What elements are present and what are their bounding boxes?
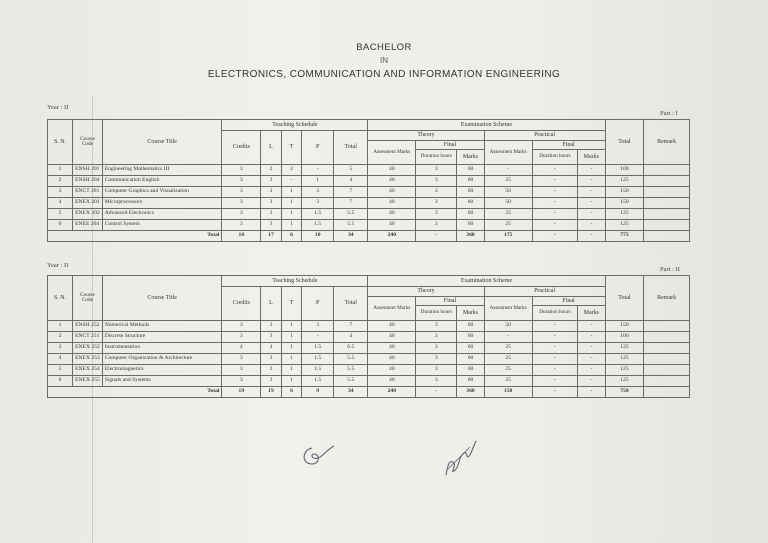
row-course-code: ENEX 255 — [73, 376, 103, 387]
row-pr-assess: 25 — [484, 209, 532, 220]
header-practical-duration: Duration hours — [532, 150, 578, 165]
header-theory-marks: Marks — [457, 306, 484, 321]
row-pr-dur: - — [532, 343, 578, 354]
total-row — [48, 387, 690, 398]
total-label: Total — [48, 387, 222, 398]
header-theory: Theory — [368, 287, 484, 297]
header-course-code: Course Code — [73, 120, 103, 165]
row-p: 1.5 — [302, 343, 334, 354]
year-label-part1: Year : II — [47, 104, 69, 111]
row-l: 2 — [261, 165, 282, 176]
row-credits: 4 — [222, 343, 261, 354]
row-pr-assess: 25 — [484, 376, 532, 387]
part-label-2: Part : II — [660, 266, 680, 273]
row-pr-assess: 25 — [484, 365, 532, 376]
row-credits: 3 — [222, 354, 261, 365]
total-total: 34 — [334, 387, 368, 398]
row-grand: 125 — [605, 209, 644, 220]
row-th-assess: 40 — [368, 187, 416, 198]
header-t: T — [281, 287, 302, 321]
total-pr-dur: - — [532, 231, 578, 242]
row-total: 5.5 — [334, 354, 368, 365]
header-p: P — [302, 131, 334, 165]
row-t: 1 — [281, 365, 302, 376]
header-sn: S. N. — [48, 120, 73, 165]
total-total: 34 — [334, 231, 368, 242]
row-course-code: ENSH 201 — [73, 165, 103, 176]
row-course-title: Computer Organization & Architecture — [102, 354, 222, 365]
row-pr-assess: 50 — [484, 321, 532, 332]
row-th-dur: 3 — [416, 343, 457, 354]
total-th-marks: 360 — [457, 387, 484, 398]
row-pr-dur: - — [532, 187, 578, 198]
row-credits: 3 — [222, 176, 261, 187]
row-pr-dur: - — [532, 321, 578, 332]
header-examination-scheme: Examination Scheme — [368, 276, 605, 287]
row-total: 5.5 — [334, 220, 368, 231]
row-l: 3 — [261, 365, 282, 376]
row-course-title: Discrete Structure — [102, 332, 222, 343]
row-credits: 3 — [222, 209, 261, 220]
header-theory-duration: Duration hours — [416, 306, 457, 321]
row-remark — [644, 376, 690, 387]
row-course-title: Signals and Systems — [102, 376, 222, 387]
table-row — [48, 343, 690, 354]
row-pr-assess: 25 — [484, 176, 532, 187]
schedule-table-part2 — [47, 275, 690, 398]
header-teaching-schedule: Teaching Schedule — [222, 120, 368, 131]
header-sn: S. N. — [48, 276, 73, 321]
row-sn: 1 — [48, 321, 73, 332]
header-theory-assessment: Assesment Marks — [368, 297, 416, 321]
row-course-code: ENEX 202 — [73, 209, 103, 220]
header-credits: Credits — [222, 287, 261, 321]
row-pr-marks: - — [578, 365, 605, 376]
row-th-assess: 40 — [368, 365, 416, 376]
row-th-assess: 40 — [368, 198, 416, 209]
row-course-code: ENEE 204 — [73, 220, 103, 231]
row-grand: 125 — [605, 354, 644, 365]
header-grand-total: Total — [605, 120, 644, 165]
table-row — [48, 187, 690, 198]
row-remark — [644, 176, 690, 187]
row-th-assess: 40 — [368, 343, 416, 354]
row-grand: 125 — [605, 220, 644, 231]
row-total: 5.5 — [334, 365, 368, 376]
row-t: 1 — [281, 354, 302, 365]
row-pr-marks: - — [578, 376, 605, 387]
row-total: 5 — [334, 165, 368, 176]
year-label-part2: Year : II — [47, 262, 69, 269]
total-grand: 750 — [605, 387, 644, 398]
row-pr-marks: - — [578, 198, 605, 209]
row-t: 1 — [281, 332, 302, 343]
row-t: 1 — [281, 220, 302, 231]
header-practical-final: Final — [532, 141, 605, 150]
total-p: 9 — [302, 387, 334, 398]
row-sn: 3 — [48, 187, 73, 198]
total-row — [48, 231, 690, 242]
row-course-code: ENEX 254 — [73, 365, 103, 376]
row-l: 3 — [261, 220, 282, 231]
table-row — [48, 365, 690, 376]
row-th-marks: 60 — [457, 365, 484, 376]
row-pr-assess: 50 — [484, 187, 532, 198]
row-credits: 3 — [222, 321, 261, 332]
table-row — [48, 176, 690, 187]
row-th-marks: 60 — [457, 176, 484, 187]
row-sn: 6 — [48, 376, 73, 387]
row-th-dur: 3 — [416, 376, 457, 387]
row-grand: 100 — [605, 332, 644, 343]
degree-heading: BACHELOR — [356, 42, 412, 53]
total-remark — [644, 231, 690, 242]
row-course-title: Advanced Electronics — [102, 209, 222, 220]
row-pr-assess: - — [484, 165, 532, 176]
table-row — [48, 321, 690, 332]
table-row — [48, 209, 690, 220]
row-th-marks: 60 — [457, 376, 484, 387]
table-row — [48, 376, 690, 387]
header-theory-assessment: Assesment Marks — [368, 141, 416, 165]
initials-mark — [298, 440, 340, 470]
total-remark — [644, 387, 690, 398]
row-grand: 125 — [605, 176, 644, 187]
row-th-dur: 3 — [416, 332, 457, 343]
header-practical-duration: Duration hours — [532, 306, 578, 321]
header-practical: Practical — [484, 131, 605, 141]
row-th-assess: 40 — [368, 220, 416, 231]
header-practical-marks: Marks — [578, 306, 605, 321]
row-course-code: ENCT 251 — [73, 332, 103, 343]
row-th-marks: 60 — [457, 332, 484, 343]
table-row — [48, 165, 690, 176]
total-pr-assess: 175 — [484, 231, 532, 242]
row-th-marks: 60 — [457, 187, 484, 198]
row-pr-marks: - — [578, 332, 605, 343]
row-remark — [644, 198, 690, 209]
row-th-dur: 3 — [416, 354, 457, 365]
total-l: 17 — [261, 231, 282, 242]
row-course-title: Computer Graphics and Visualization — [102, 187, 222, 198]
total-t: 6 — [281, 231, 302, 242]
row-sn: 4 — [48, 354, 73, 365]
row-l: 3 — [261, 354, 282, 365]
row-pr-marks: - — [578, 176, 605, 187]
row-pr-marks: - — [578, 220, 605, 231]
row-p: 1 — [302, 176, 334, 187]
row-course-title: Engineering Mathematics III — [102, 165, 222, 176]
table-row — [48, 332, 690, 343]
header-grand-total: Total — [605, 276, 644, 321]
row-th-dur: 3 — [416, 187, 457, 198]
row-pr-assess: 50 — [484, 198, 532, 209]
row-total: 5.5 — [334, 376, 368, 387]
row-th-dur: 3 — [416, 365, 457, 376]
row-sn: 3 — [48, 343, 73, 354]
row-grand: 150 — [605, 187, 644, 198]
row-pr-dur: - — [532, 354, 578, 365]
row-th-assess: 40 — [368, 354, 416, 365]
row-grand: 150 — [605, 198, 644, 209]
row-pr-assess: 25 — [484, 343, 532, 354]
total-th-dur: - — [416, 387, 457, 398]
header-course-title: Course Title — [102, 120, 222, 165]
row-l: 3 — [261, 209, 282, 220]
row-th-assess: 40 — [368, 176, 416, 187]
row-pr-dur: - — [532, 209, 578, 220]
row-sn: 4 — [48, 198, 73, 209]
header-course-title: Course Title — [102, 276, 222, 321]
row-l: 3 — [261, 321, 282, 332]
row-th-dur: 3 — [416, 198, 457, 209]
row-th-assess: 40 — [368, 321, 416, 332]
row-t: 1 — [281, 343, 302, 354]
row-th-assess: 40 — [368, 165, 416, 176]
row-pr-assess: - — [484, 332, 532, 343]
table-row — [48, 220, 690, 231]
row-th-assess: 40 — [368, 376, 416, 387]
row-course-title: Instrumentation — [102, 343, 222, 354]
header-l: L — [261, 287, 282, 321]
row-th-assess: 40 — [368, 332, 416, 343]
part-label-1: Part : I — [660, 110, 678, 117]
signature-mark — [440, 433, 480, 483]
row-pr-marks: - — [578, 321, 605, 332]
row-pr-dur: - — [532, 198, 578, 209]
row-total: 7 — [334, 187, 368, 198]
row-remark — [644, 209, 690, 220]
row-remark — [644, 187, 690, 198]
row-sn: 5 — [48, 209, 73, 220]
row-remark — [644, 332, 690, 343]
row-l: 4 — [261, 343, 282, 354]
row-p: - — [302, 332, 334, 343]
row-course-title: Control System — [102, 220, 222, 231]
header-course-code: Course Code — [73, 276, 103, 321]
row-pr-marks: - — [578, 343, 605, 354]
row-pr-dur: - — [532, 165, 578, 176]
row-course-title: Communication English — [102, 176, 222, 187]
row-course-code: ENSH 252 — [73, 321, 103, 332]
row-p: 3 — [302, 187, 334, 198]
row-pr-marks: - — [578, 187, 605, 198]
row-l: 3 — [261, 376, 282, 387]
total-p: 10 — [302, 231, 334, 242]
header-remark: Remark — [644, 276, 690, 321]
total-t: 6 — [281, 387, 302, 398]
row-l: 3 — [261, 187, 282, 198]
row-remark — [644, 220, 690, 231]
header-total: Total — [334, 287, 368, 321]
row-th-dur: 3 — [416, 321, 457, 332]
row-sn: 2 — [48, 176, 73, 187]
row-grand: 100 — [605, 165, 644, 176]
row-p: 1.5 — [302, 209, 334, 220]
row-remark — [644, 343, 690, 354]
row-credits: 3 — [222, 220, 261, 231]
row-sn: 1 — [48, 165, 73, 176]
row-course-code: ENEX 201 — [73, 198, 103, 209]
total-th-dur: - — [416, 231, 457, 242]
degree-heading-in: IN — [380, 56, 388, 65]
total-grand: 775 — [605, 231, 644, 242]
row-credits: 3 — [222, 187, 261, 198]
row-t: 1 — [281, 187, 302, 198]
row-l: 3 — [261, 176, 282, 187]
row-t: - — [281, 176, 302, 187]
row-th-marks: 60 — [457, 165, 484, 176]
total-credits: 18 — [222, 231, 261, 242]
row-pr-marks: - — [578, 209, 605, 220]
row-p: 3 — [302, 321, 334, 332]
row-p: 1.5 — [302, 376, 334, 387]
row-th-marks: 60 — [457, 321, 484, 332]
header-theory: Theory — [368, 131, 484, 141]
total-th-marks: 360 — [457, 231, 484, 242]
row-pr-marks: - — [578, 165, 605, 176]
row-p: 1.5 — [302, 354, 334, 365]
row-sn: 6 — [48, 220, 73, 231]
row-th-marks: 60 — [457, 354, 484, 365]
header-credits: Credits — [222, 131, 261, 165]
header-theory-final: Final — [416, 297, 484, 306]
row-th-marks: 60 — [457, 343, 484, 354]
row-total: 4 — [334, 332, 368, 343]
row-course-title: Electromagnetics — [102, 365, 222, 376]
row-p: - — [302, 165, 334, 176]
row-p: 1.5 — [302, 220, 334, 231]
header-practical-marks: Marks — [578, 150, 605, 165]
row-credits: 3 — [222, 198, 261, 209]
row-total: 7 — [334, 321, 368, 332]
header-practical: Practical — [484, 287, 605, 297]
header-theory-marks: Marks — [457, 150, 484, 165]
total-label: Total — [48, 231, 222, 242]
total-l: 19 — [261, 387, 282, 398]
row-l: 3 — [261, 332, 282, 343]
header-theory-duration: Duration hours — [416, 150, 457, 165]
total-th-assess: 240 — [368, 387, 416, 398]
row-remark — [644, 321, 690, 332]
header-total: Total — [334, 131, 368, 165]
header-examination-scheme: Examination Scheme — [368, 120, 605, 131]
row-remark — [644, 354, 690, 365]
row-l: 3 — [261, 198, 282, 209]
row-remark — [644, 165, 690, 176]
row-th-marks: 60 — [457, 220, 484, 231]
row-grand: 125 — [605, 343, 644, 354]
row-remark — [644, 365, 690, 376]
row-grand: 125 — [605, 365, 644, 376]
row-course-title: Microprocessors — [102, 198, 222, 209]
schedule-table-part1 — [47, 119, 690, 242]
row-pr-dur: - — [532, 332, 578, 343]
header-t: T — [281, 131, 302, 165]
row-p: 3 — [302, 198, 334, 209]
table-row — [48, 198, 690, 209]
total-pr-marks: - — [578, 231, 605, 242]
program-title: ELECTRONICS, COMMUNICATION AND INFORMATION ENGINEERING — [207, 69, 561, 80]
row-total: 5.5 — [334, 209, 368, 220]
header-theory-final: Final — [416, 141, 484, 150]
row-th-marks: 60 — [457, 198, 484, 209]
header-teaching-schedule: Teaching Schedule — [222, 276, 368, 287]
row-total: 4 — [334, 176, 368, 187]
row-pr-dur: - — [532, 365, 578, 376]
row-pr-marks: - — [578, 354, 605, 365]
total-th-assess: 240 — [368, 231, 416, 242]
row-pr-assess: 25 — [484, 354, 532, 365]
table-row — [48, 354, 690, 365]
row-th-dur: 3 — [416, 220, 457, 231]
row-course-code: ENSH 204 — [73, 176, 103, 187]
row-th-assess: 40 — [368, 209, 416, 220]
row-th-dur: 3 — [416, 176, 457, 187]
row-total: 6.5 — [334, 343, 368, 354]
row-pr-dur: - — [532, 376, 578, 387]
total-pr-assess: 150 — [484, 387, 532, 398]
row-th-dur: 3 — [416, 165, 457, 176]
row-pr-assess: 25 — [484, 220, 532, 231]
row-t: 1 — [281, 376, 302, 387]
row-pr-dur: - — [532, 220, 578, 231]
row-course-code: ENEX 252 — [73, 343, 103, 354]
row-credits: 3 — [222, 332, 261, 343]
total-pr-marks: - — [578, 387, 605, 398]
header-l: L — [261, 131, 282, 165]
row-t: 2 — [281, 165, 302, 176]
row-credits: 3 — [222, 165, 261, 176]
row-th-dur: 3 — [416, 209, 457, 220]
row-t: 1 — [281, 198, 302, 209]
total-credits: 19 — [222, 387, 261, 398]
row-th-marks: 60 — [457, 209, 484, 220]
row-sn: 5 — [48, 365, 73, 376]
row-sn: 2 — [48, 332, 73, 343]
row-t: 1 — [281, 209, 302, 220]
row-course-code: ENCT 201 — [73, 187, 103, 198]
row-credits: 3 — [222, 365, 261, 376]
row-t: 1 — [281, 321, 302, 332]
row-pr-dur: - — [532, 176, 578, 187]
header-remark: Remark — [644, 120, 690, 165]
row-grand: 125 — [605, 376, 644, 387]
row-course-title: Numerical Methods — [102, 321, 222, 332]
row-course-code: ENEX 253 — [73, 354, 103, 365]
header-p: P — [302, 287, 334, 321]
header-practical-assessment: Assesment Marks — [484, 141, 532, 165]
header-practical-assessment: Assesment Marks — [484, 297, 532, 321]
header-practical-final: Final — [532, 297, 605, 306]
row-p: 1.5 — [302, 365, 334, 376]
total-pr-dur: - — [532, 387, 578, 398]
row-total: 7 — [334, 198, 368, 209]
row-credits: 3 — [222, 376, 261, 387]
row-grand: 150 — [605, 321, 644, 332]
